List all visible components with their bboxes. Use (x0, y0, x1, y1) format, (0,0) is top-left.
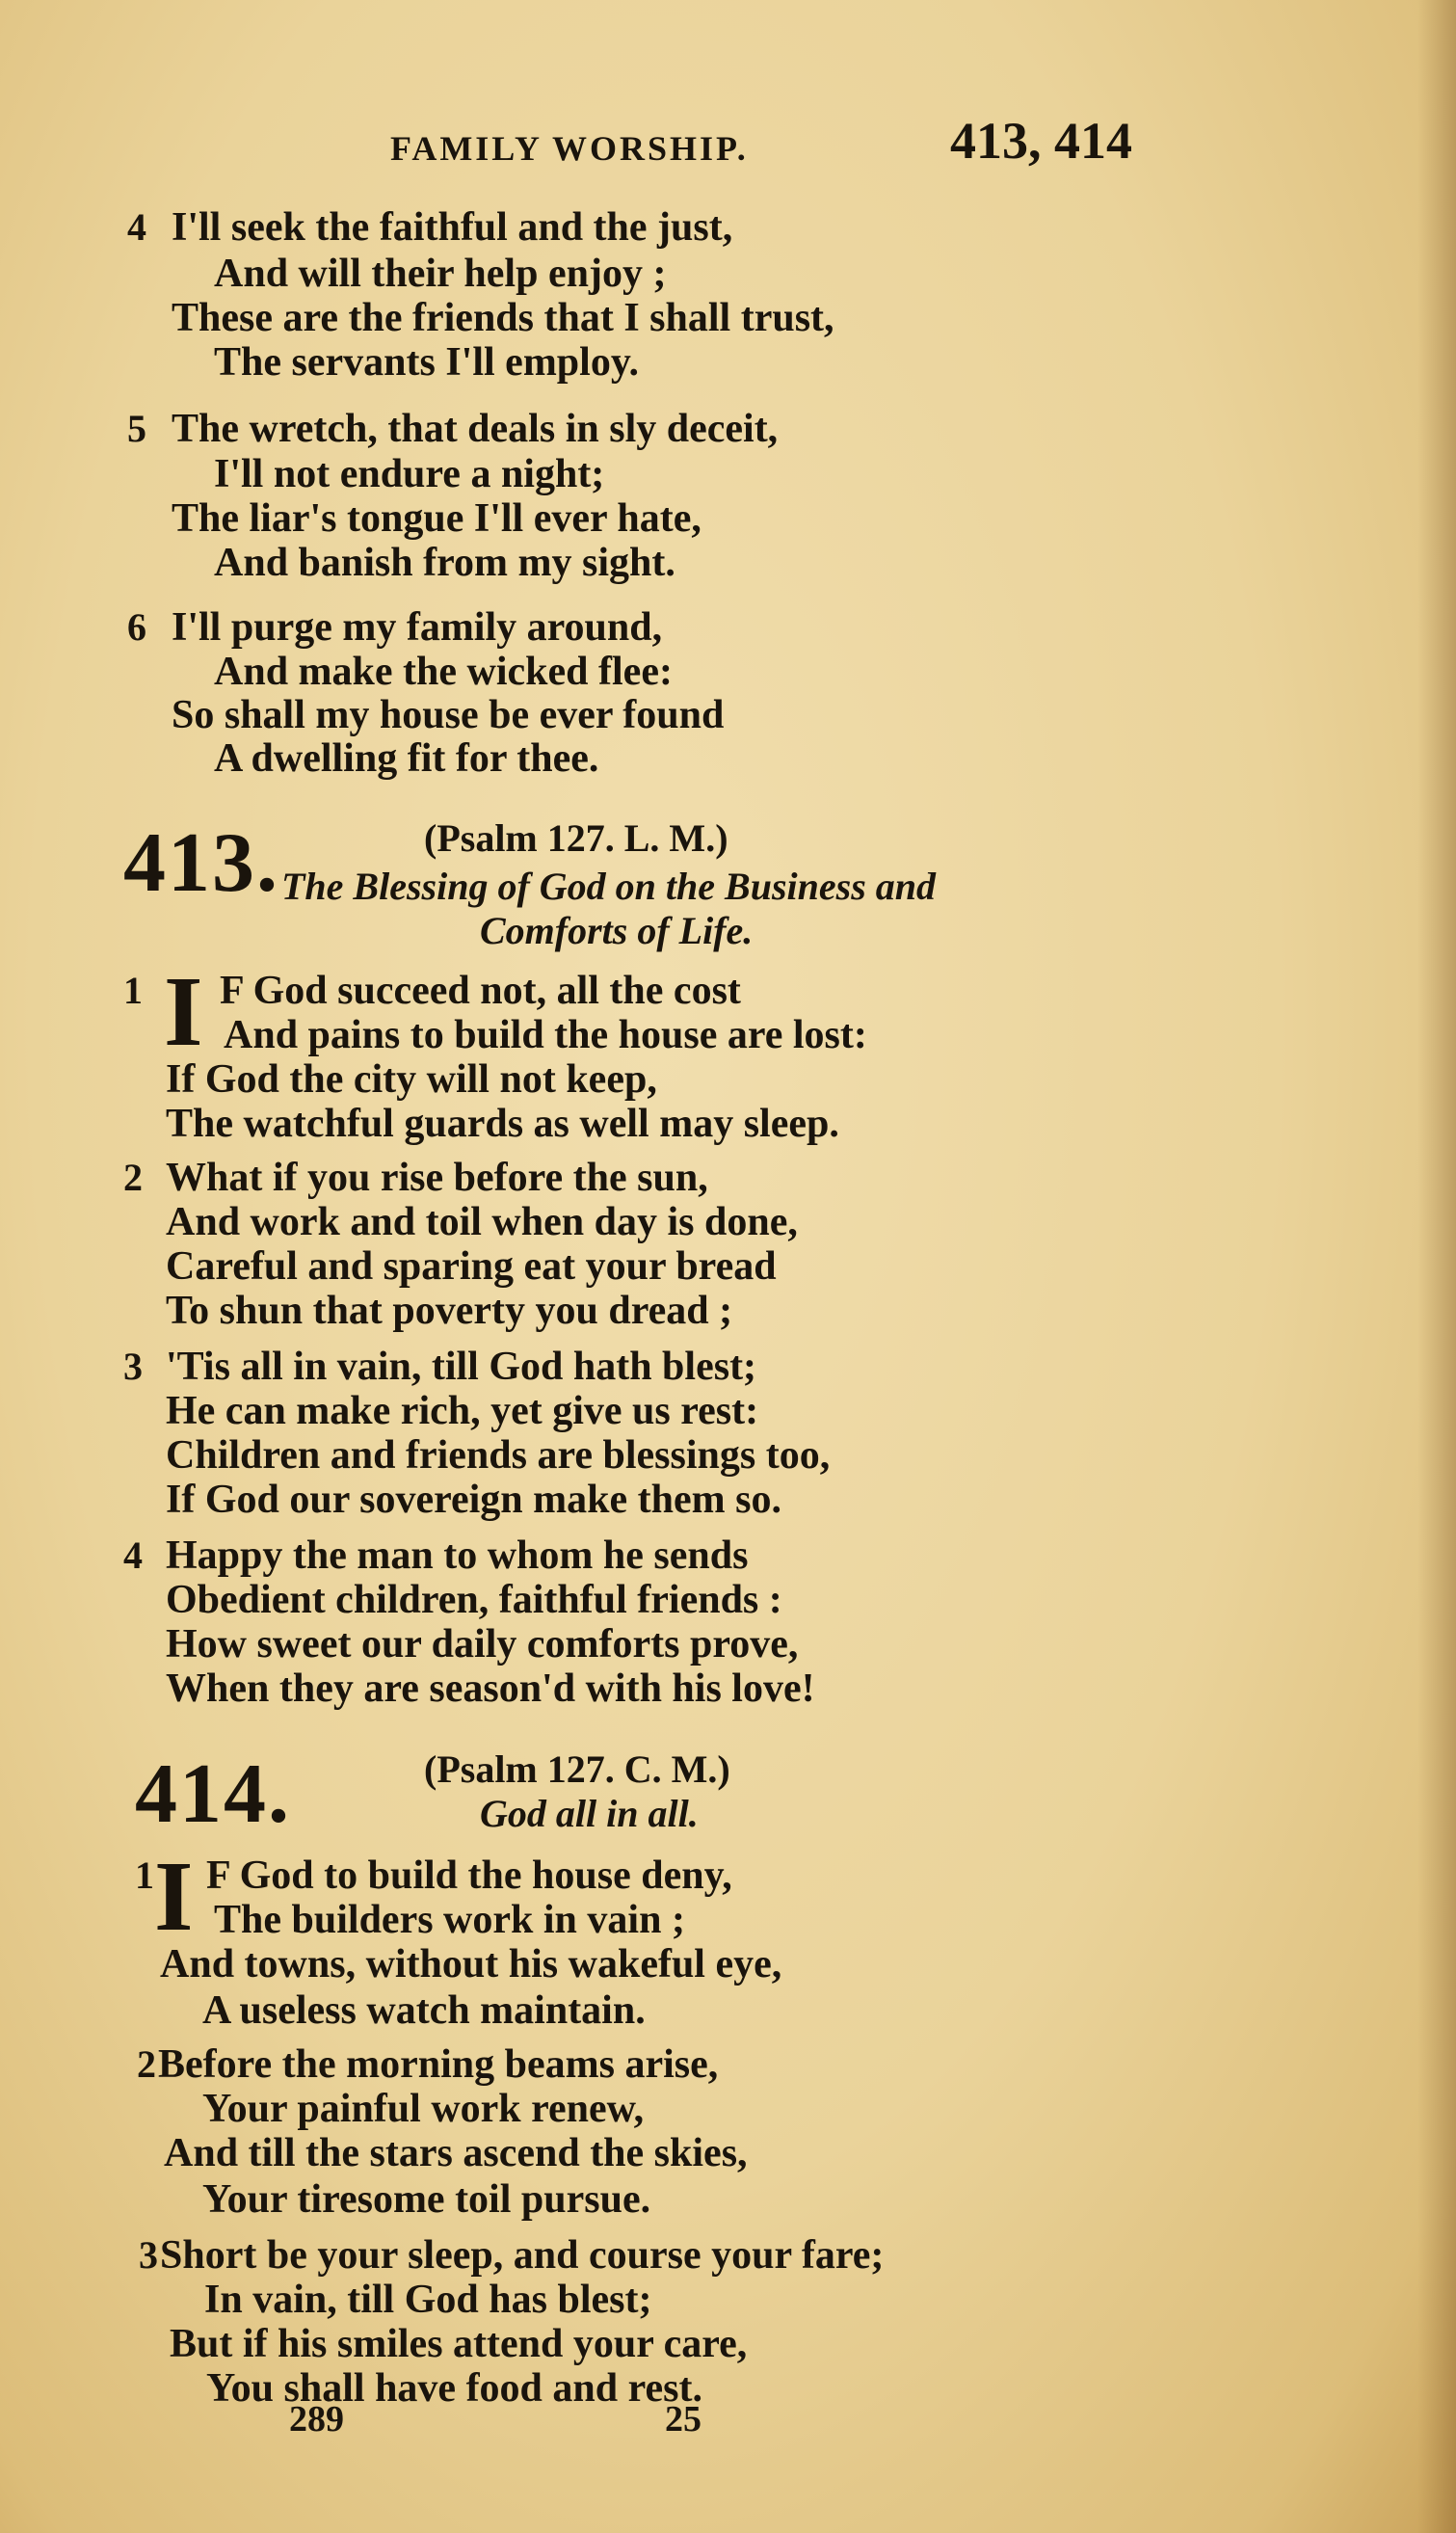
verse-line: I'll seek the faithful and the just, (172, 205, 733, 250)
verse-line: Short be your sleep, and course your fare; (160, 2233, 885, 2278)
verse-line: Happy the man to whom he sends (166, 1533, 749, 1578)
hymn-subtitle: Comforts of Life. (480, 909, 754, 952)
stanza-number: 1 (135, 1853, 154, 1897)
running-title: FAMILY WORSHIP. (390, 129, 749, 168)
verse-line: A dwelling fit for thee. (214, 736, 599, 781)
verse-line: Your tiresome toil pursue. (202, 2177, 651, 2222)
drop-cap: I (154, 1841, 194, 1952)
verse-line: F God to build the house deny, (206, 1853, 732, 1898)
hymn-number: 414. (135, 1747, 291, 1841)
psalm-reference: (Psalm 127. C. M.) (424, 1747, 730, 1791)
stanza-number: 3 (123, 1345, 143, 1388)
verse-line: When they are season'd with his love! (166, 1666, 815, 1711)
stanza-number: 1 (123, 969, 143, 1012)
verse-line: Careful and sparing eat your bread (166, 1244, 777, 1289)
verse-line: 'Tis all in vain, till God hath blest; (166, 1345, 757, 1389)
verse-line: And will their help enjoy ; (214, 252, 667, 296)
verse-line: Children and friends are blessings too, (166, 1433, 831, 1478)
verse-line: If God our sovereign make them so. (166, 1478, 781, 1522)
verse-line: The builders work in vain ; (214, 1898, 685, 1942)
verse-line: Obedient children, faithful friends : (166, 1578, 782, 1622)
stanza-number: 2 (137, 2042, 156, 2086)
stanza-number: 4 (127, 205, 146, 249)
verse-line: And pains to build the house are lost: (224, 1013, 867, 1057)
verse-line: And work and toil when day is done, (166, 1200, 798, 1244)
verse-line: The wretch, that deals in sly deceit, (172, 407, 779, 451)
footer-page-number: 289 (289, 2399, 344, 2440)
page-header (390, 111, 1132, 178)
verse-line: I'll not endure a night; (214, 452, 605, 496)
verse-line: But if his smiles attend your care, (170, 2322, 748, 2366)
verse-line: Your painful work renew, (202, 2087, 645, 2131)
hymn-number: 413. (123, 816, 279, 910)
verse-line: So shall my house be ever found (172, 693, 725, 737)
verse-line: If God the city will not keep, (166, 1057, 657, 1102)
stanza-number: 3 (139, 2233, 158, 2277)
verse-line: And towns, without his wakeful eye, (160, 1942, 782, 1986)
verse-line: You shall have food and rest. (206, 2366, 702, 2411)
verse-line: The watchful guards as well may sleep. (166, 1102, 839, 1146)
verse-line: He can make rich, yet give us rest: (166, 1389, 759, 1433)
stanza-number: 5 (127, 407, 146, 450)
verse-line: What if you rise before the sun, (166, 1156, 708, 1200)
verse-line: And banish from my sight. (214, 541, 675, 585)
stanza-number: 6 (127, 605, 146, 649)
verse-line: These are the friends that I shall trust, (172, 296, 834, 340)
stanza-number: 4 (123, 1533, 143, 1577)
hymn-subtitle: God all in all. (480, 1792, 699, 1835)
verse-line: And till the stars ascend the skies, (164, 2131, 748, 2175)
verse-line: The liar's tongue I'll ever hate, (172, 496, 702, 541)
verse-line: A useless watch maintain. (202, 1988, 646, 2033)
verse-line: And make the wicked flee: (214, 650, 673, 694)
verse-line: How sweet our daily comforts prove, (166, 1622, 799, 1666)
verse-line: I'll purge my family around, (172, 605, 663, 650)
verse-line: To shun that poverty you dread ; (166, 1289, 733, 1333)
psalm-reference: (Psalm 127. L. M.) (424, 816, 728, 860)
verse-line: Before the morning beams arise, (158, 2042, 719, 2087)
page-numbers: 413, 414 (950, 112, 1132, 170)
hymn-subtitle: The Blessing of God on the Business and (281, 865, 937, 908)
drop-cap: I (164, 956, 203, 1067)
page-edge-shadow (1417, 0, 1456, 2533)
stanza-number: 2 (123, 1156, 143, 1199)
verse-line: The servants I'll employ. (214, 340, 640, 385)
verse-line: In vain, till God has blest; (204, 2278, 652, 2322)
footer-signature: 25 (665, 2399, 702, 2440)
verse-line: F God succeed not, all the cost (220, 969, 741, 1013)
